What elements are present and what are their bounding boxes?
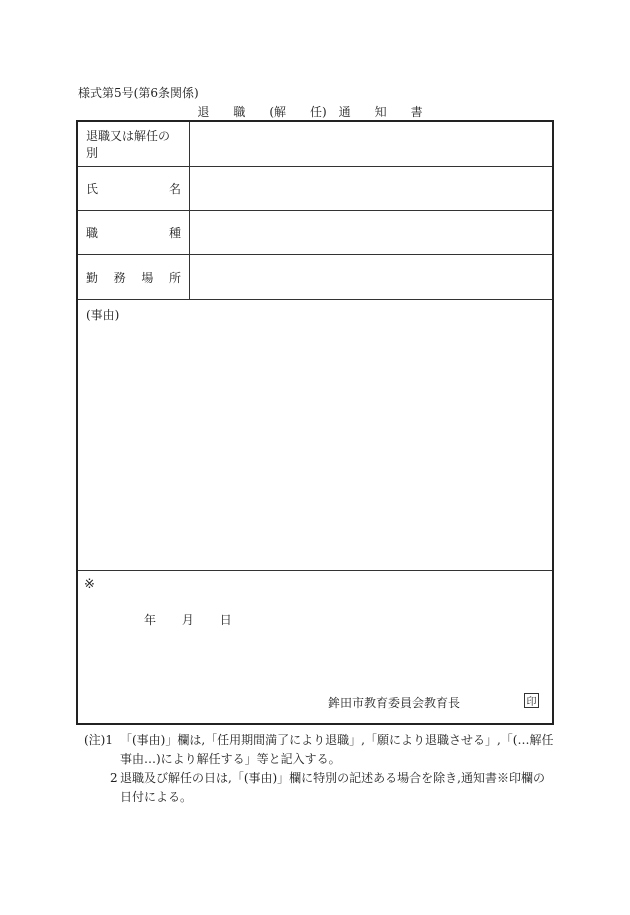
reason-value[interactable] [78, 300, 552, 570]
row-name [78, 167, 552, 211]
value-workplace[interactable] [190, 255, 552, 299]
row-notice [78, 571, 552, 723]
note-text: 退職及び解任の日は,「(事由)」欄に特別の記述ある場合を除き,通知書※印欄の日付による。 [120, 771, 545, 804]
date-day: 日 [219, 613, 232, 627]
row-retirement-type [78, 122, 552, 167]
issuer-name: 鉾田市教育委員会教育長 [328, 696, 461, 710]
notes [84, 731, 554, 807]
label-name-text: 氏 名 [86, 182, 181, 196]
notice-date [144, 611, 232, 628]
label-job-type [78, 211, 190, 254]
row-job-type [78, 211, 552, 255]
document-title [0, 103, 630, 120]
notice-mark: ※ [84, 577, 95, 592]
date-month: 月 [181, 613, 194, 627]
form-table [76, 120, 554, 725]
label-name [78, 167, 190, 210]
row-reason [78, 300, 552, 571]
label-retirement-type: 退職又は解任の別 [78, 122, 190, 166]
row-workplace [78, 255, 552, 300]
note-number: (注)1 [84, 733, 113, 747]
note-item [84, 769, 554, 807]
label-workplace-text: 勤 務 場 所 [86, 270, 181, 285]
document-title-text: 退 職 (解 任) 通 知 書 [197, 105, 423, 119]
form-number: 様式第5号(第6条関係) [78, 86, 199, 100]
note-item [84, 731, 554, 769]
value-job-type[interactable] [190, 211, 552, 254]
seal-icon: 印 [524, 693, 539, 708]
value-name[interactable] [190, 167, 552, 210]
note-text: 「(事由)」欄は,「任用期間満了により退職」,「願により退職させる」,「(…解任事由…)により解任する」等と記入する。 [120, 733, 554, 766]
label-workplace [78, 255, 190, 299]
note-number: 2 [110, 771, 118, 785]
label-job-type-text: 職 種 [86, 226, 181, 240]
reason-label: (事由) [86, 308, 120, 322]
value-retirement-type[interactable] [190, 122, 552, 166]
date-year: 年 [144, 613, 157, 627]
